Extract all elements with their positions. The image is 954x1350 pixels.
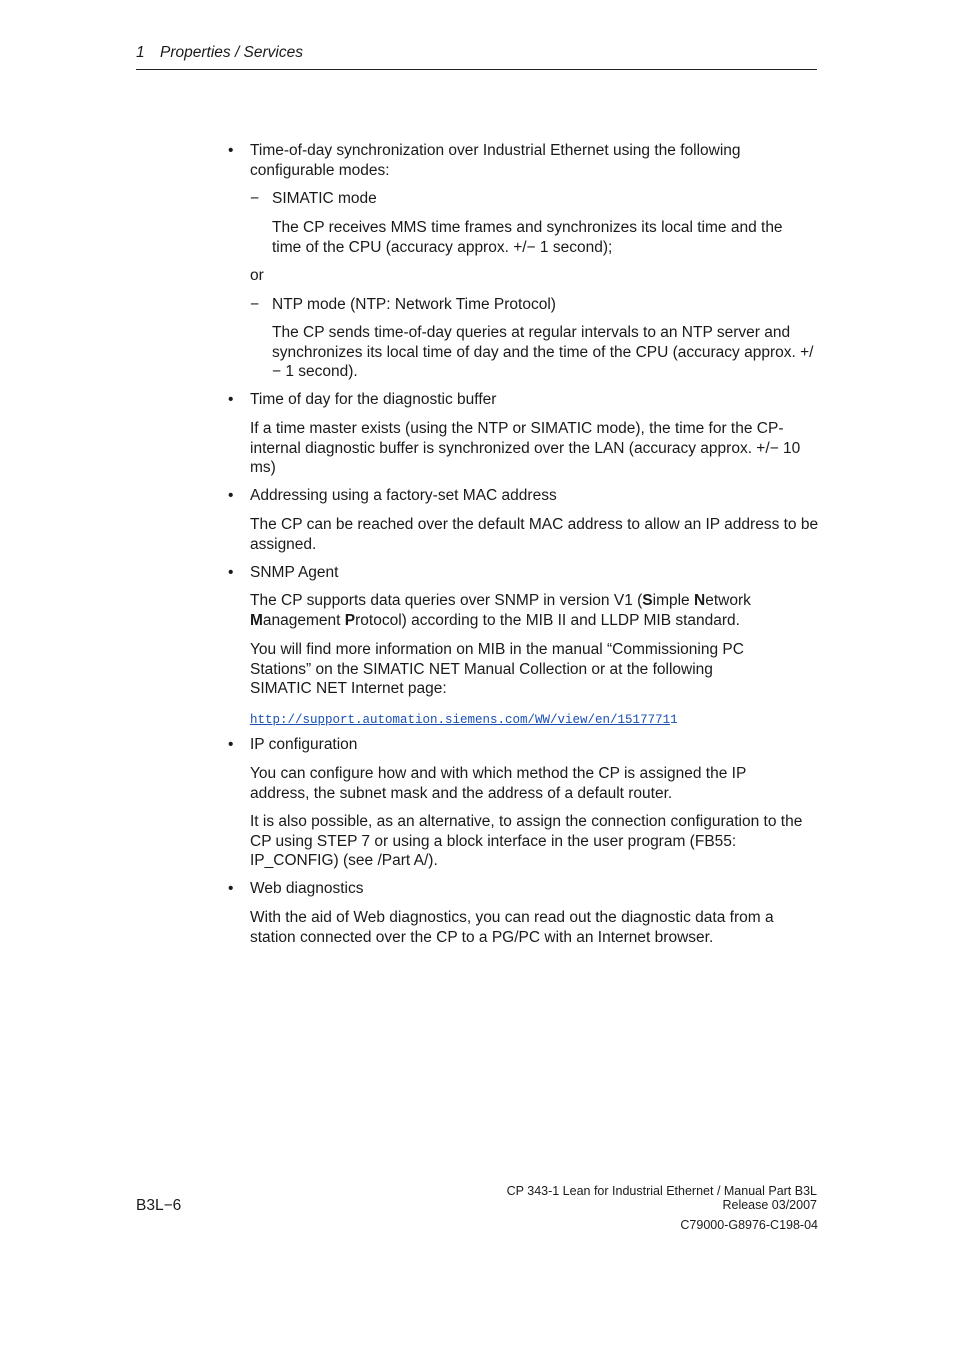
document-code: C79000-G8976-C198-04 <box>680 1218 818 1232</box>
bullet-icon: • <box>228 880 234 897</box>
snmp-more-info: You will find more information on MIB in the manual “Commissioning PC Stations” on the SIMATIC NET Manual Collection or at the following SIMATIC NET Internet page: <box>250 641 744 697</box>
or-text: or <box>250 267 264 284</box>
simatic-mode-label: SIMATIC mode <box>272 190 377 207</box>
bullet-icon: • <box>228 736 234 753</box>
web-diag-desc: With the aid of Web diagnostics, you can read out the diagnostic data from a station connected over the CP to a PG/PC with an Internet browser. <box>250 909 774 946</box>
item-title-ip-config: IP configuration <box>250 736 358 753</box>
ip-config-desc-1: You can configure how and with which method the CP is assigned the IP address, the subnet mask and the address of a default router. <box>250 765 747 802</box>
diag-buffer-desc: If a time master exists (using the NTP or SIMATIC mode), the time for the CP-internal diagnostic buffer is synchronized over the LAN (accuracy approx. +/− 10 ms) <box>250 420 801 476</box>
manual-title: CP 343-1 Lean for Industrial Ethernet / Manual Part B3L <box>506 1184 817 1198</box>
ntp-mode-desc: The CP sends time-of-day queries at regular intervals to an NTP server and synchronizes its local time of day and the time of the CPU (accuracy approx. +/− 1 second). <box>272 324 814 380</box>
snmp-desc: The CP supports data queries over SNMP in version V1 (Simple Network Management Protocol) according to the MIB II and LLDP MIB standard. <box>250 592 751 629</box>
item-title-snmp: SNMP Agent <box>250 564 339 581</box>
bullet-icon: • <box>228 487 234 504</box>
bullet-icon: • <box>228 142 234 159</box>
item-title-time-sync: Time-of-day synchronization over Industrial Ethernet using the following configurable modes: <box>250 142 741 179</box>
page-header <box>136 43 817 70</box>
item-title-mac: Addressing using a factory-set MAC address <box>250 487 557 504</box>
link-suffix: 1 <box>670 713 678 727</box>
simatic-mode-desc: The CP receives MMS time frames and synchronizes its local time and the time of the CPU (accuracy approx. +/− 1 second); <box>272 219 783 256</box>
item-title-web-diag: Web diagnostics <box>250 880 364 897</box>
item-title-diag-buffer: Time of day for the diagnostic buffer <box>250 391 497 408</box>
page-number: B3L−6 <box>136 1197 182 1214</box>
dash-icon: − <box>250 296 260 313</box>
release-date: Release 03/2007 <box>722 1197 817 1212</box>
dash-icon: − <box>250 190 260 207</box>
mac-desc: The CP can be reached over the default MAC address to allow an IP address to be assigned. <box>250 516 819 553</box>
chapter-title: Properties / Services <box>160 44 303 61</box>
chapter-number: 1 <box>136 44 145 61</box>
bullet-icon: • <box>228 391 234 408</box>
ntp-mode-label: NTP mode (NTP: Network Time Protocol) <box>272 296 556 313</box>
siemens-support-link[interactable]: http://support.automation.siemens.com/WW/view/en/1517771 <box>250 713 671 727</box>
ip-config-desc-2: It is also possible, as an alternative, to assign the connection configuration to the CP using STEP 7 or using a block interface in the user program (FB55: IP_CONFIG) (see /Part A/). <box>250 813 803 869</box>
snmp-link-line <box>250 709 820 731</box>
bullet-icon: • <box>228 564 234 581</box>
footer-manual-info <box>507 1185 817 1212</box>
